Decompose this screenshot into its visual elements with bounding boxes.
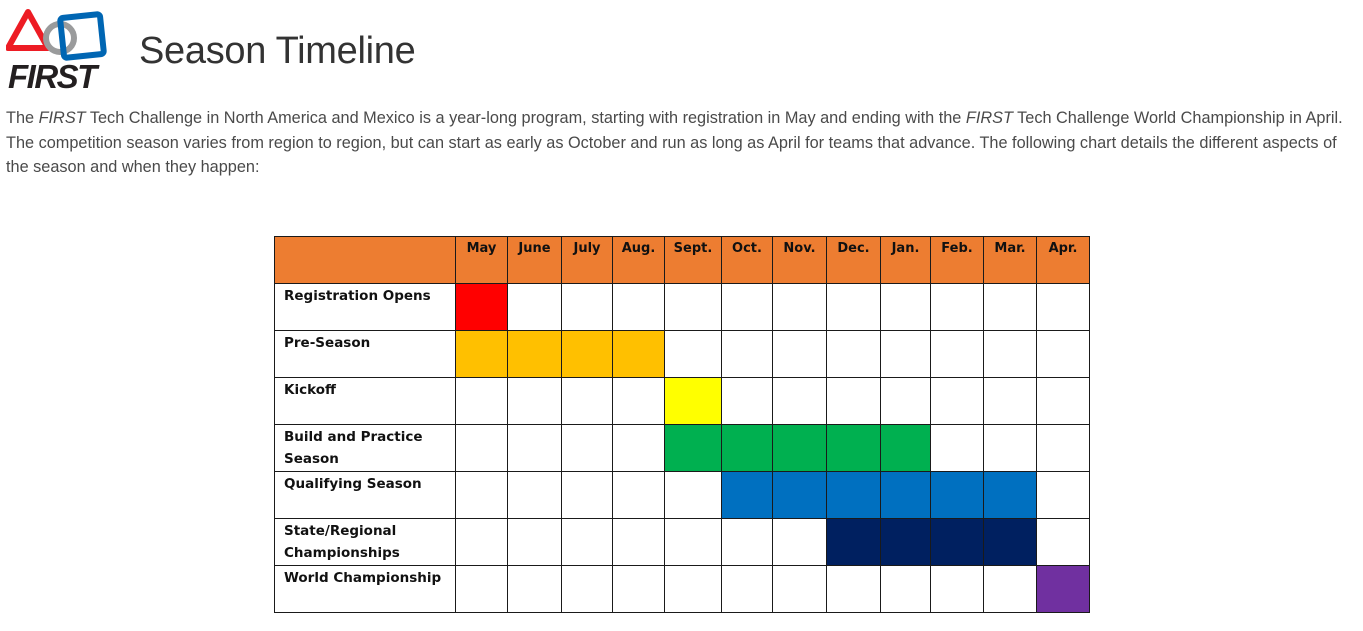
timeline-empty-cell [508, 519, 562, 566]
month-header: Nov. [773, 237, 827, 284]
timeline-corner-cell [275, 237, 456, 284]
timeline-empty-cell [562, 472, 613, 519]
timeline-empty-cell [773, 519, 827, 566]
page-title: Season Timeline [139, 30, 416, 72]
timeline-empty-cell [508, 378, 562, 425]
timeline-active-cell [984, 472, 1037, 519]
timeline-empty-cell [931, 378, 984, 425]
timeline-active-cell [881, 472, 931, 519]
timeline-empty-cell [456, 519, 508, 566]
timeline-empty-cell [722, 519, 773, 566]
timeline-empty-cell [665, 519, 722, 566]
page-header [6, 8, 606, 96]
month-header: Oct. [722, 237, 773, 284]
timeline-empty-cell [881, 566, 931, 613]
timeline-empty-cell [1037, 519, 1090, 566]
intro-first-emphasis-1: FIRST [38, 109, 86, 127]
timeline-empty-cell [984, 284, 1037, 331]
intro-first-emphasis-2: FIRST [965, 109, 1013, 127]
timeline-empty-cell [984, 331, 1037, 378]
timeline-header-row [275, 237, 1090, 284]
timeline-empty-cell [562, 284, 613, 331]
timeline-empty-cell [562, 566, 613, 613]
timeline-row [275, 519, 1090, 566]
timeline-empty-cell [665, 284, 722, 331]
timeline-empty-cell [722, 378, 773, 425]
logo-wordmark: FIRST [8, 58, 96, 92]
timeline-empty-cell [1037, 331, 1090, 378]
timeline-empty-cell [722, 284, 773, 331]
timeline-active-cell [773, 472, 827, 519]
timeline-active-cell [722, 425, 773, 472]
timeline-active-cell [827, 519, 881, 566]
timeline-empty-cell [931, 331, 984, 378]
timeline-empty-cell [613, 425, 665, 472]
timeline-empty-cell [665, 566, 722, 613]
timeline-empty-cell [613, 284, 665, 331]
timeline-empty-cell [773, 284, 827, 331]
timeline-empty-cell [931, 425, 984, 472]
timeline-active-cell [827, 472, 881, 519]
month-header: Sept. [665, 237, 722, 284]
timeline-empty-cell [562, 425, 613, 472]
timeline-empty-cell [1037, 472, 1090, 519]
timeline-empty-cell [665, 472, 722, 519]
timeline-row-label: State/Regional Championships [275, 519, 456, 566]
timeline-empty-cell [931, 566, 984, 613]
timeline-active-cell [931, 472, 984, 519]
timeline-empty-cell [456, 378, 508, 425]
intro-text-3: Tech Challenge World Championship in April. The competition season varies from region to region, but can start as early as October and run as long as April for teams that advance. The following chart details the different aspects of the season and when they happen: [6, 109, 1343, 176]
timeline-active-cell [456, 331, 508, 378]
timeline-empty-cell [665, 331, 722, 378]
timeline-row [275, 425, 1090, 472]
timeline-empty-cell [613, 472, 665, 519]
timeline-empty-cell [827, 284, 881, 331]
timeline-empty-cell [881, 378, 931, 425]
month-header: Feb. [931, 237, 984, 284]
timeline-empty-cell [827, 378, 881, 425]
timeline-row [275, 284, 1090, 331]
timeline-empty-cell [456, 425, 508, 472]
timeline-row [275, 472, 1090, 519]
timeline-active-cell [665, 378, 722, 425]
timeline-empty-cell [613, 378, 665, 425]
timeline-empty-cell [827, 331, 881, 378]
first-logo-mark [8, 12, 104, 58]
timeline-empty-cell [1037, 378, 1090, 425]
month-header: July [562, 237, 613, 284]
timeline-empty-cell [984, 378, 1037, 425]
month-header: May [456, 237, 508, 284]
timeline-empty-cell [984, 566, 1037, 613]
timeline-active-cell [665, 425, 722, 472]
timeline-row-label: Kickoff [275, 378, 456, 425]
timeline-active-cell [881, 519, 931, 566]
timeline-active-cell [562, 331, 613, 378]
timeline-empty-cell [773, 331, 827, 378]
logo-triangle [8, 12, 48, 48]
timeline-active-cell [722, 472, 773, 519]
season-timeline-table [274, 236, 1090, 613]
month-header: Dec. [827, 237, 881, 284]
timeline-empty-cell [722, 566, 773, 613]
timeline-empty-cell [562, 378, 613, 425]
timeline-header [275, 237, 1090, 284]
timeline-row-label: Build and Practice Season [275, 425, 456, 472]
timeline-row-label: World Championship [275, 566, 456, 613]
timeline-row [275, 331, 1090, 378]
timeline-empty-cell [773, 566, 827, 613]
timeline-empty-cell [984, 425, 1037, 472]
timeline-empty-cell [508, 566, 562, 613]
timeline-empty-cell [508, 472, 562, 519]
intro-paragraph [6, 106, 1356, 180]
timeline-empty-cell [881, 331, 931, 378]
timeline-row-label: Qualifying Season [275, 472, 456, 519]
timeline-empty-cell [827, 566, 881, 613]
timeline-active-cell [456, 284, 508, 331]
timeline-active-cell [931, 519, 984, 566]
timeline-row [275, 378, 1090, 425]
timeline-empty-cell [1037, 284, 1090, 331]
month-header: June [508, 237, 562, 284]
month-header: Mar. [984, 237, 1037, 284]
timeline-row-label: Pre-Season [275, 331, 456, 378]
month-header: Aug. [613, 237, 665, 284]
intro-text-1: The [6, 109, 39, 127]
timeline-empty-cell [508, 425, 562, 472]
timeline-empty-cell [456, 472, 508, 519]
month-header: Apr. [1037, 237, 1090, 284]
timeline-row [275, 566, 1090, 613]
timeline-active-cell [827, 425, 881, 472]
timeline-active-cell [881, 425, 931, 472]
timeline-body [275, 284, 1090, 613]
timeline-empty-cell [613, 519, 665, 566]
timeline-active-cell [984, 519, 1037, 566]
timeline-row-label: Registration Opens [275, 284, 456, 331]
timeline-active-cell [508, 331, 562, 378]
timeline-empty-cell [773, 378, 827, 425]
timeline-empty-cell [508, 284, 562, 331]
first-logo[interactable] [6, 8, 121, 92]
timeline-empty-cell [881, 284, 931, 331]
timeline-empty-cell [722, 331, 773, 378]
timeline-empty-cell [613, 566, 665, 613]
timeline-empty-cell [931, 284, 984, 331]
timeline-empty-cell [1037, 425, 1090, 472]
timeline-active-cell [773, 425, 827, 472]
intro-text-2: Tech Challenge in North America and Mexico is a year-long program, starting with registration in May and ending with the [85, 109, 966, 127]
month-header: Jan. [881, 237, 931, 284]
timeline-empty-cell [456, 566, 508, 613]
timeline-empty-cell [562, 519, 613, 566]
timeline-active-cell [1037, 566, 1090, 613]
timeline-active-cell [613, 331, 665, 378]
